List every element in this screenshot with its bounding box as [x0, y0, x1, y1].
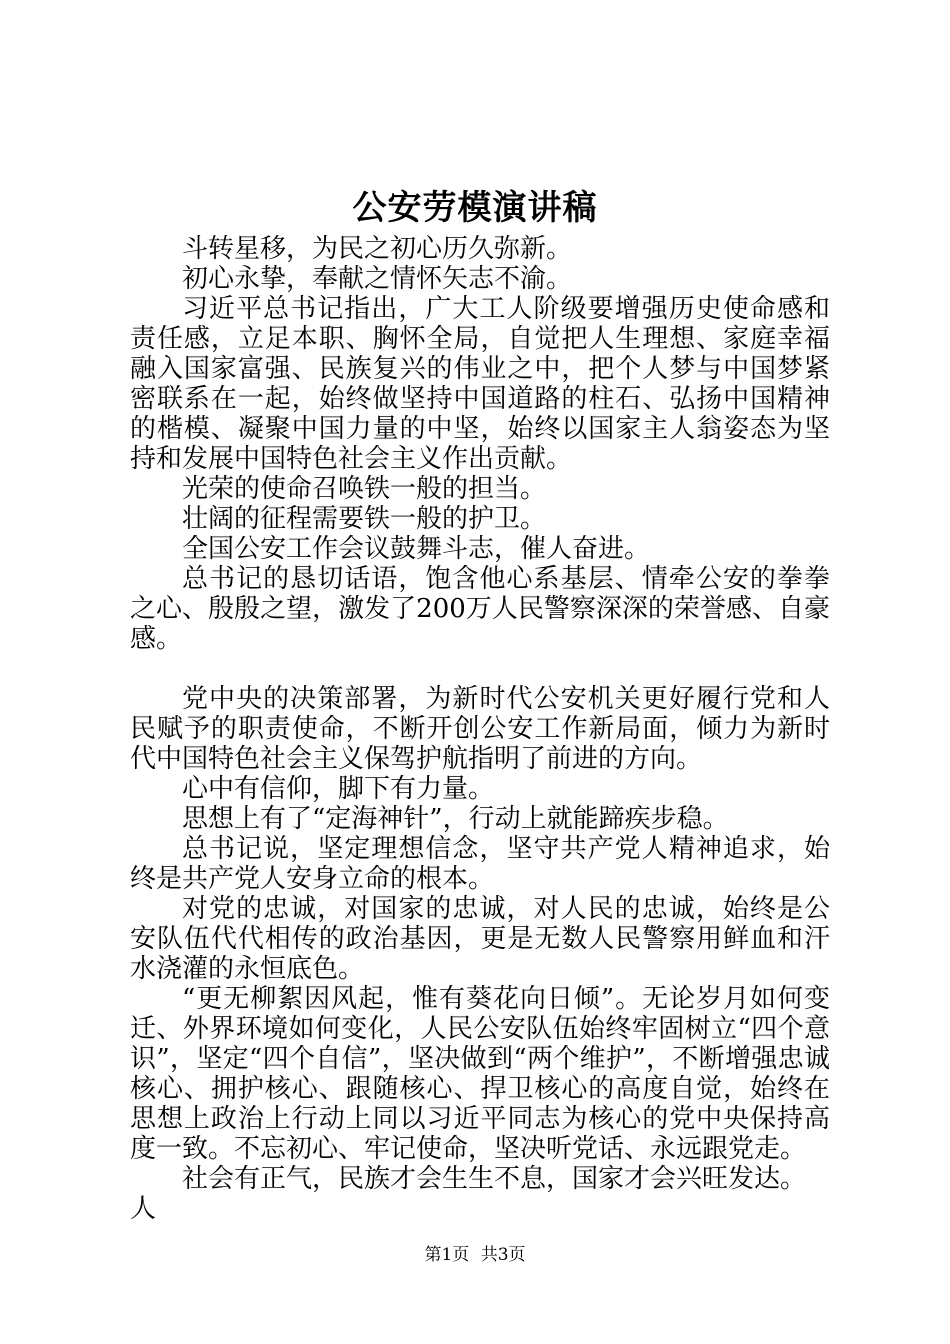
page-footer — [0, 1243, 950, 1267]
paragraph: 社会有正气，民族才会生生不息，国家才会兴旺发达。人 — [130, 1164, 807, 1224]
page-total: 共3页 — [480, 1245, 526, 1265]
paragraph: 总书记说，坚定理想信念，坚守共产党人精神追求，始终是共产党人安身立命的根本。 — [130, 834, 830, 894]
paragraph: 党中央的决策部署，为新时代公安机关更好履行党和人民赋予的职责使命，不断开创公安工作新局面，倾力为新时代中国特色社会主义保驾护航指明了前进的方向。 — [130, 684, 830, 774]
paragraph: 对党的忠诚，对国家的忠诚，对人民的忠诚，始终是公安队伍代代相传的政治基因，更是无数人民警察用鲜血和汗水浇灌的永恒底色。 — [130, 894, 830, 984]
paragraph: 壮阔的征程需要铁一般的护卫。 — [182, 504, 547, 534]
page-number: 第1页 — [424, 1245, 470, 1265]
paragraph: 光荣的使命召唤铁一般的担当。 — [182, 474, 547, 504]
paragraph: 全国公安工作会议鼓舞斗志，催人奋进。 — [182, 534, 651, 564]
paragraph: 总书记的恳切话语，饱含他心系基层、情牵公安的拳拳之心、殷殷之望，激发了200万人民警察深深的荣誉感、自豪感。 — [130, 564, 830, 654]
paragraph: 习近平总书记指出，广大工人阶级要增强历史使命感和责任感，立足本职、胸怀全局，自觉把人生理想、家庭幸福融入国家富强、民族复兴的伟业之中，把个人梦与中国梦紧密联系在一起，始终做坚持中国道路的柱石、弘扬中国精神的楷模、凝聚中国力量的中坚，始终以国家主人翁姿态为坚持和发展中国特色社会主义作出贡献。 — [130, 294, 830, 474]
paragraph-gap — [130, 654, 830, 684]
paragraph: 思想上有了“定海神针”，行动上就能蹄疾步稳。 — [182, 804, 729, 834]
document-body — [130, 234, 830, 1224]
paragraph: “更无柳絮因风起，惟有葵花向日倾”。无论岁月如何变迁、外界环境如何变化，人民公安队伍始终牢固树立“四个意识”，坚定“四个自信”，坚决做到“两个维护”，不断增强忠诚核心、拥护核心、跟随核心、捍卫核心的高度自觉，始终在思想上政治上行动上同以习近平同志为核心的党中央保持高度一致。不忘初心、牢记使命，坚决听党话、永远跟党走。 — [130, 984, 830, 1164]
paragraph: 初心永挚，奉献之情怀矢志不渝。 — [182, 264, 573, 294]
paragraph: 斗转星移，为民之初心历久弥新。 — [182, 234, 573, 264]
document-title: 公安劳模演讲稿 — [352, 188, 598, 228]
paragraph: 心中有信仰，脚下有力量。 — [182, 774, 495, 804]
